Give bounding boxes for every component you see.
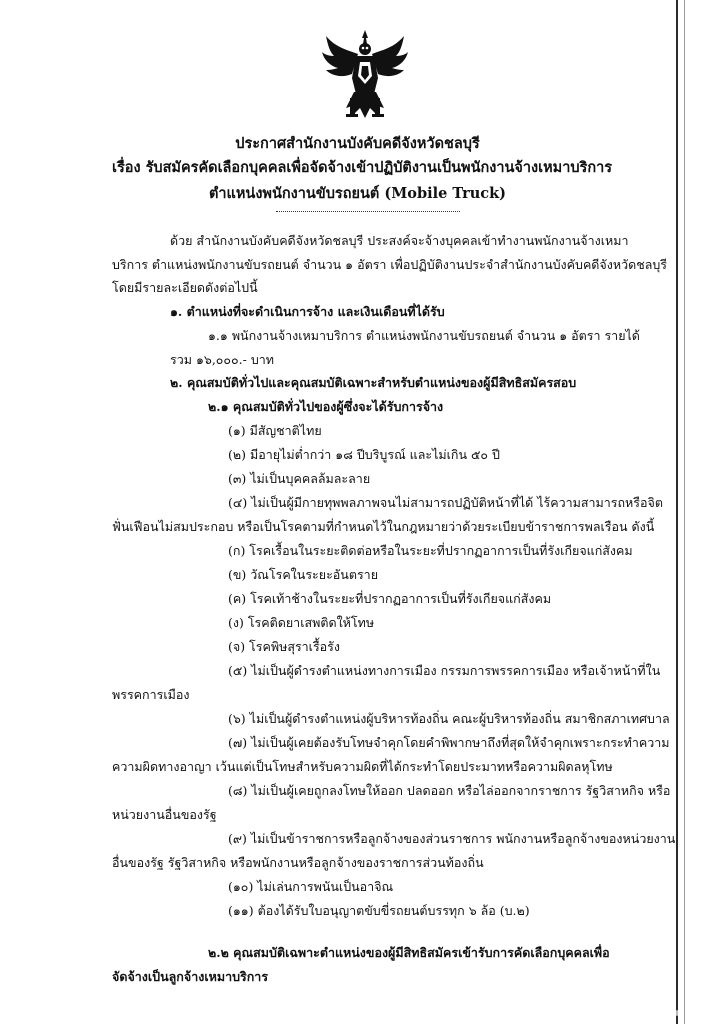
qualification-4-line-2: ฟั่นเฟือนไม่สมประกอบ หรือเป็นโรคตามที่กำหนดไว้ในกฎหมายว่าด้วยระเบียบข้าราชการพลเรือน ดังนี้	[112, 519, 655, 534]
section-1-1-line-1: ๑.๑ พนักงานจ้างเหมาบริการ ตำแหน่งพนักงานขับรถยนต์ จำนวน ๑ อัตรา รายได้	[208, 328, 640, 343]
qualification-4-line-1: (๔) ไม่เป็นผู้มีกายทุพพลภาพจนไม่สามารถปฏิบัติหน้าที่ได้ ไร้ความสามารถหรือจิต	[228, 495, 663, 510]
disease-item-b: (ข) วัณโรคในระยะอันตราย	[228, 567, 379, 582]
qualification-9-line-2: อื่นของรัฐ รัฐวิสาหกิจ หรือพนักงานหรือลูกจ้างของราชการส่วนท้องถิ่น	[112, 855, 484, 870]
position-title: ตำแหน่งพนักงานขับรถยนต์ (Mobile Truck)	[208, 185, 507, 202]
qualification-5-line-1: (๕) ไม่เป็นผู้ดำรงตำแหน่งทางการเมือง กรรมการพรรคการเมือง หรือเจ้าหน้าที่ใน	[228, 663, 661, 678]
section-2-1-title: ๒.๑ คุณสมบัติทั่วไปของผู้ซึ่งจะได้รับการจ้าง	[208, 399, 444, 414]
qualification-2: (๒) มีอายุไม่ต่ำกว่า ๑๘ ปีบริบูรณ์ และไม่เกิน ๕๐ ปี	[228, 447, 500, 462]
qualification-9-line-1: (๙) ไม่เป็นข้าราชการหรือลูกจ้างของส่วนราชการ พนักงานหรือลูกจ้างของหน่วยงาน	[228, 831, 676, 846]
intro-line-3: โดยมีรายละเอียดดังต่อไปนี้	[112, 280, 258, 295]
qualification-8-line-2: หน่วยงานอื่นของรัฐ	[112, 807, 217, 822]
disease-item-a: (ก) โรคเรื้อนในระยะติดต่อหรือในระยะที่ปรากฏอาการเป็นที่รังเกียจแก่สังคม	[228, 543, 633, 558]
qualification-11: (๑๑) ต้องได้รับใบอนุญาตขับขี่รถยนต์บรรทุก ๖ ล้อ (บ.๒)	[228, 903, 530, 918]
section-2-2-line-2: จัดจ้างเป็นลูกจ้างเหมาบริการ	[112, 969, 269, 984]
qualification-5-line-2: พรรคการเมือง	[112, 687, 190, 702]
disease-item-e: (จ) โรคพิษสุราเรื้อรัง	[228, 639, 340, 654]
qualification-7-line-1: (๗) ไม่เป็นผู้เคยต้องรับโทษจำคุกโดยคำพิพากษาถึงที่สุดให้จำคุกเพราะกระทำความ	[228, 735, 670, 750]
garuda-emblem-icon	[320, 28, 410, 124]
qualification-6: (๖) ไม่เป็นผู้ดำรงตำแหน่งผู้บริหารท้องถิ่น คณะผู้บริหารท้องถิ่น สมาชิกสภาเทศบาล	[228, 711, 670, 726]
intro-line-2: บริการ ตำแหน่งพนักงานขับรถยนต์ จำนวน ๑ อัตรา เพื่อปฏิบัติงานประจำสำนักงานบังคับคดีจังหวัดชลบุรี	[112, 257, 668, 272]
qualification-7-line-2: ความผิดทางอาญา เว้นแต่เป็นโทษสำหรับความผิดที่ได้กระทำโดยประมาทหรือความผิดลหุโทษ	[112, 759, 613, 774]
scan-artifact	[676, 1010, 678, 1016]
qualification-3: (๓) ไม่เป็นบุคคลล้มละลาย	[228, 471, 371, 486]
section-1-title: ๑. ตำแหน่งที่จะดำเนินการจ้าง และเงินเดือนที่ได้รับ	[170, 304, 445, 319]
intro-line-1: ด้วย สำนักงานบังคับคดีจังหวัดชลบุรี ประสงค์จะจ้างบุคคลเข้าทำงานพนักงานจ้างเหมา	[170, 233, 629, 248]
qualification-10: (๑๐) ไม่เล่นการพนันเป็นอาจิณ	[228, 879, 394, 894]
disease-item-c: (ค) โรคเท้าช้างในระยะที่ปรากฏอาการเป็นที่รังเกียจแก่สังคม	[228, 591, 552, 606]
qualification-1: (๑) มีสัญชาติไทย	[228, 423, 322, 438]
disease-item-d: (ง) โรคติดยาเสพติดให้โทษ	[228, 615, 375, 630]
section-2-title: ๒. คุณสมบัติทั่วไปและคุณสมบัติเฉพาะสำหรับตำแหน่งของผู้มีสิทธิสมัครสอบ	[170, 375, 577, 390]
section-1-1-line-2: รวม ๑๖,๐๐๐.- บาท	[170, 352, 275, 367]
subject-line: เรื่อง รับสมัครคัดเลือกบุคคลเพื่อจัดจ้างเข้าปฏิบัติงานเป็นพนักงานจ้างเหมาบริการ	[112, 159, 613, 176]
announcement-title: ประกาศสำนักงานบังคับคดีจังหวัดชลบุรี	[235, 135, 480, 152]
qualification-8-line-1: (๘) ไม่เป็นผู้เคยถูกลงโทษให้ออก ปลดออก หรือไล่ออกจากราชการ รัฐวิสาหกิจ หรือ	[228, 783, 671, 798]
separator-dotted	[276, 211, 460, 212]
section-2-2-line-1: ๒.๒ คุณสมบัติเฉพาะตำแหน่งของผู้มีสิทธิสมัครเข้ารับการคัดเลือกบุคคลเพื่อ	[208, 945, 610, 960]
